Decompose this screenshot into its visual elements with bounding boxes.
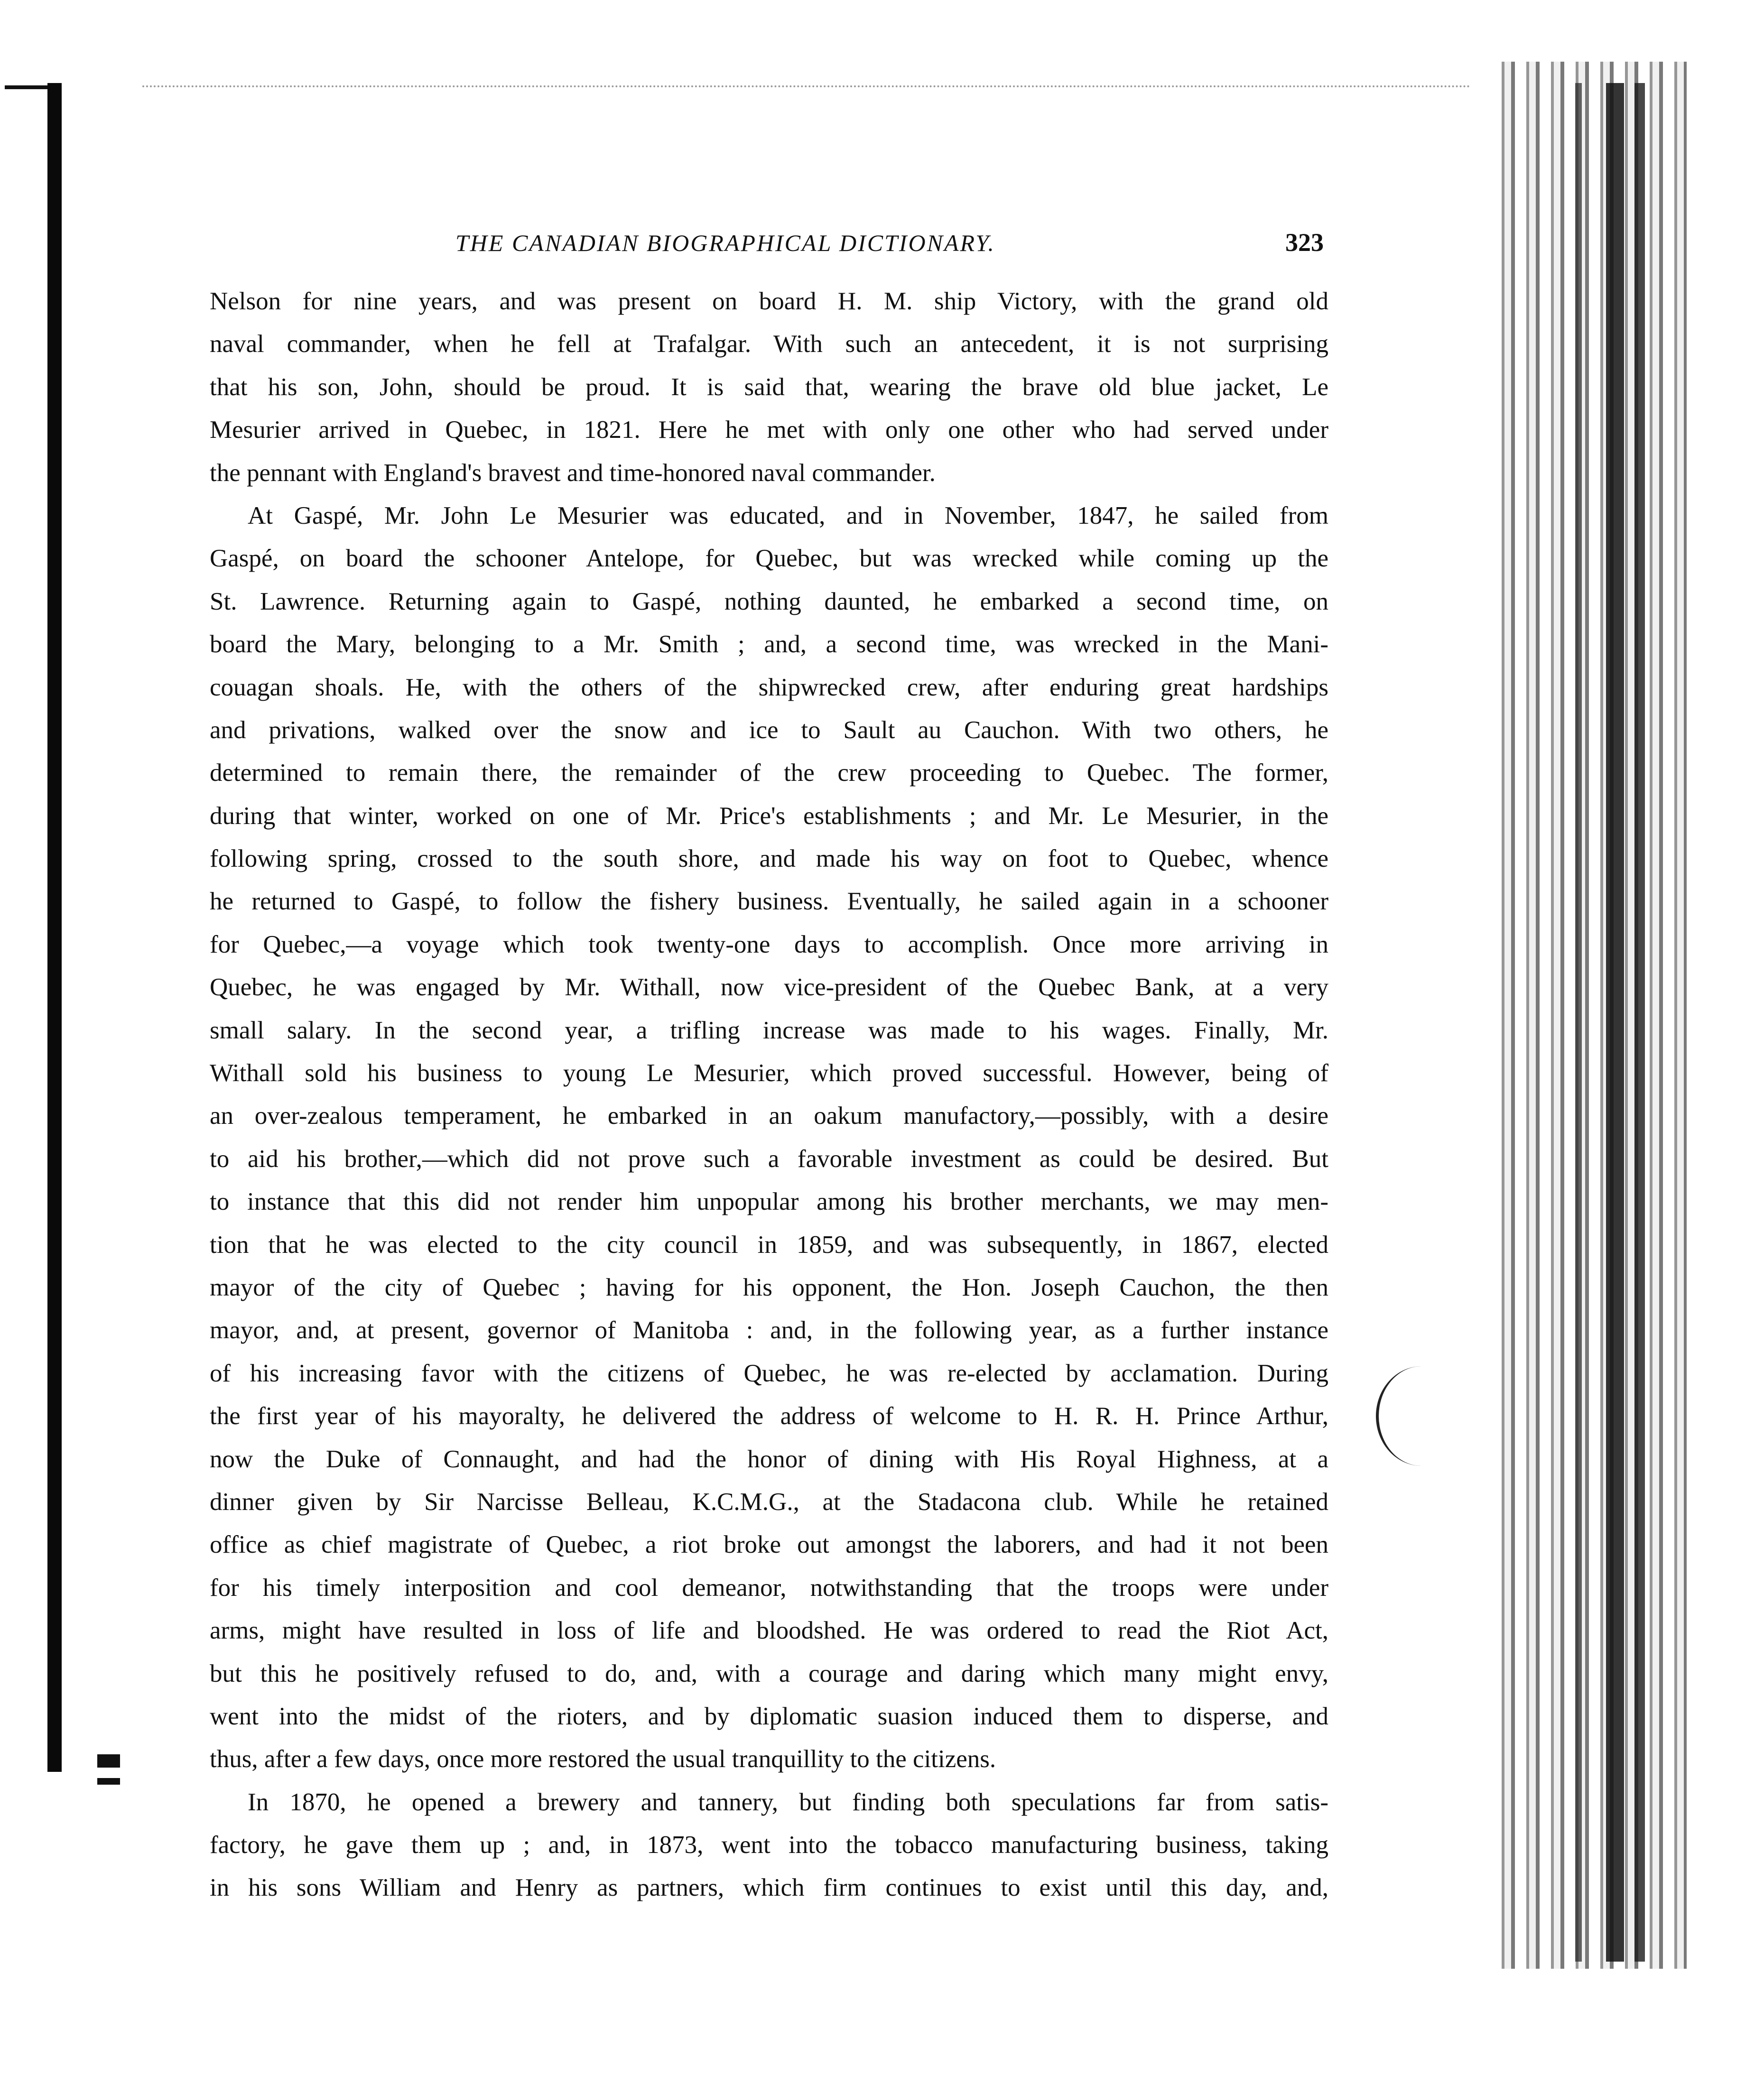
text-line: now the Duke of Connaught, and had the honor of dining with His Royal Highness, at a [210, 1445, 1328, 1473]
scan-binding-shadow-left [47, 83, 62, 1772]
text-line: but this he positively refused to do, and, with a courage and daring which many might envy, [210, 1659, 1328, 1687]
text-line: of his increasing favor with the citizens of Quebec, he was re-elected by acclamation. During [210, 1359, 1328, 1387]
text-line: small salary. In the second year, a trifling increase was made to his wages. Finally, Mr. [210, 1016, 1328, 1044]
text-line: following spring, crossed to the south shore, and made his way on foot to Quebec, whence [210, 845, 1328, 873]
text-line: for Quebec,—a voyage which took twenty-one days to accomplish. Once more arriving in [210, 930, 1328, 958]
text-line: mayor of the city of Quebec ; having for his opponent, the Hon. Joseph Cauchon, the then [210, 1273, 1328, 1301]
text-line: to aid his brother,—which did not prove such a favorable investment as could be desired. But [210, 1145, 1328, 1173]
body-text [210, 280, 1328, 1909]
text-line: St. Lawrence. Returning again to Gaspé, nothing daunted, he embarked a second time, on [210, 587, 1328, 615]
text-line: Withall sold his business to young Le Mesurier, which proved successful. However, being of [210, 1059, 1328, 1087]
text-line: determined to remain there, the remainder of the crew proceeding to Quebec. The former, [210, 759, 1328, 787]
scan-page-edge-right [1606, 83, 1624, 1962]
handwritten-bracket-mark [1376, 1366, 1421, 1466]
text-line: arms, might have resulted in loss of life and bloodshed. He was ordered to read the Riot Act, [210, 1617, 1328, 1645]
text-line: mayor, and, at present, governor of Manitoba : and, in the following year, as a further instance [210, 1316, 1328, 1344]
running-title: THE CANADIAN BIOGRAPHICAL DICTIONARY. [455, 230, 995, 256]
text-line: couagan shoals. He, with the others of the shipwrecked crew, after enduring great hardships [210, 673, 1328, 701]
text-line: naval commander, when he fell at Trafalgar. With such an antecedent, it is not surprising [210, 330, 1328, 358]
paragraph [210, 280, 1328, 494]
text-line: the first year of his mayoralty, he delivered the address of welcome to H. R. H. Prince Arthur, [210, 1402, 1328, 1430]
text-line: thus, after a few days, once more restored the usual tranquillity to the citizens. [210, 1745, 996, 1773]
text-line: went into the midst of the rioters, and by diplomatic suasion induced them to disperse, and [210, 1702, 1328, 1730]
scan-margin-mark [97, 1754, 120, 1768]
text-line: At Gaspé, Mr. John Le Mesurier was educated, and in November, 1847, he sailed from [248, 501, 1328, 529]
scan-page-edge-right [1634, 83, 1645, 1962]
text-line: that his son, John, should be proud. It is said that, wearing the brave old blue jacket, Le [210, 373, 1328, 401]
text-line: he returned to Gaspé, to follow the fishery business. Eventually, he sailed again in a schooner [210, 888, 1328, 916]
text-line: for his timely interposition and cool demeanor, notwithstanding that the troops were under [210, 1574, 1328, 1602]
text-line: factory, he gave them up ; and, in 1873, went into the tobacco manufacturing business, taking [210, 1831, 1328, 1859]
text-line: Gaspé, on board the schooner Antelope, for Quebec, but was wrecked while coming up the [210, 545, 1328, 573]
running-head [223, 228, 1324, 266]
text-line: and privations, walked over the snow and ice to Sault au Cauchon. With two others, he [210, 716, 1328, 744]
text-line: office as chief magistrate of Quebec, a riot broke out amongst the laborers, and had it not been [210, 1531, 1328, 1559]
paragraph [210, 1781, 1328, 1909]
page-number: 323 [1285, 228, 1324, 257]
scan-page-edge-right [1497, 62, 1687, 1969]
text-line: the pennant with England's bravest and time-honored naval commander. [210, 459, 936, 487]
scan-page-edge-right [1575, 83, 1582, 1962]
text-line: in his sons William and Henry as partners, which firm continues to exist until this day, and, [210, 1874, 1328, 1902]
text-line: Quebec, he was engaged by Mr. Withall, now vice-president of the Quebec Bank, at a very [210, 973, 1328, 1001]
text-line: to instance that this did not render him unpopular among his brother merchants, we may men- [210, 1188, 1328, 1216]
text-line: tion that he was elected to the city council in 1859, and was subsequently, in 1867, elected [210, 1231, 1328, 1259]
text-line: an over-zealous temperament, he embarked in an oakum manufactory,—possibly, with a desire [210, 1102, 1328, 1130]
text-line: In 1870, he opened a brewery and tannery, but finding both speculations far from satis- [248, 1788, 1328, 1816]
text-line: during that winter, worked on one of Mr. Price's establishments ; and Mr. Le Mesurier, in the [210, 802, 1328, 830]
text-line: Mesurier arrived in Quebec, in 1821. Here he met with only one other who had served under [210, 416, 1328, 444]
text-line: board the Mary, belonging to a Mr. Smith ; and, a second time, was wrecked in the Mani- [210, 630, 1328, 658]
paragraph [210, 494, 1328, 1781]
text-line: dinner given by Sir Narcisse Belleau, K.C.M.G., at the Stadacona club. While he retained [210, 1488, 1328, 1516]
scan-top-rule [142, 85, 1471, 87]
scan-margin-mark [97, 1778, 120, 1785]
text-line: Nelson for nine years, and was present on board H. M. ship Victory, with the grand old [210, 287, 1328, 315]
